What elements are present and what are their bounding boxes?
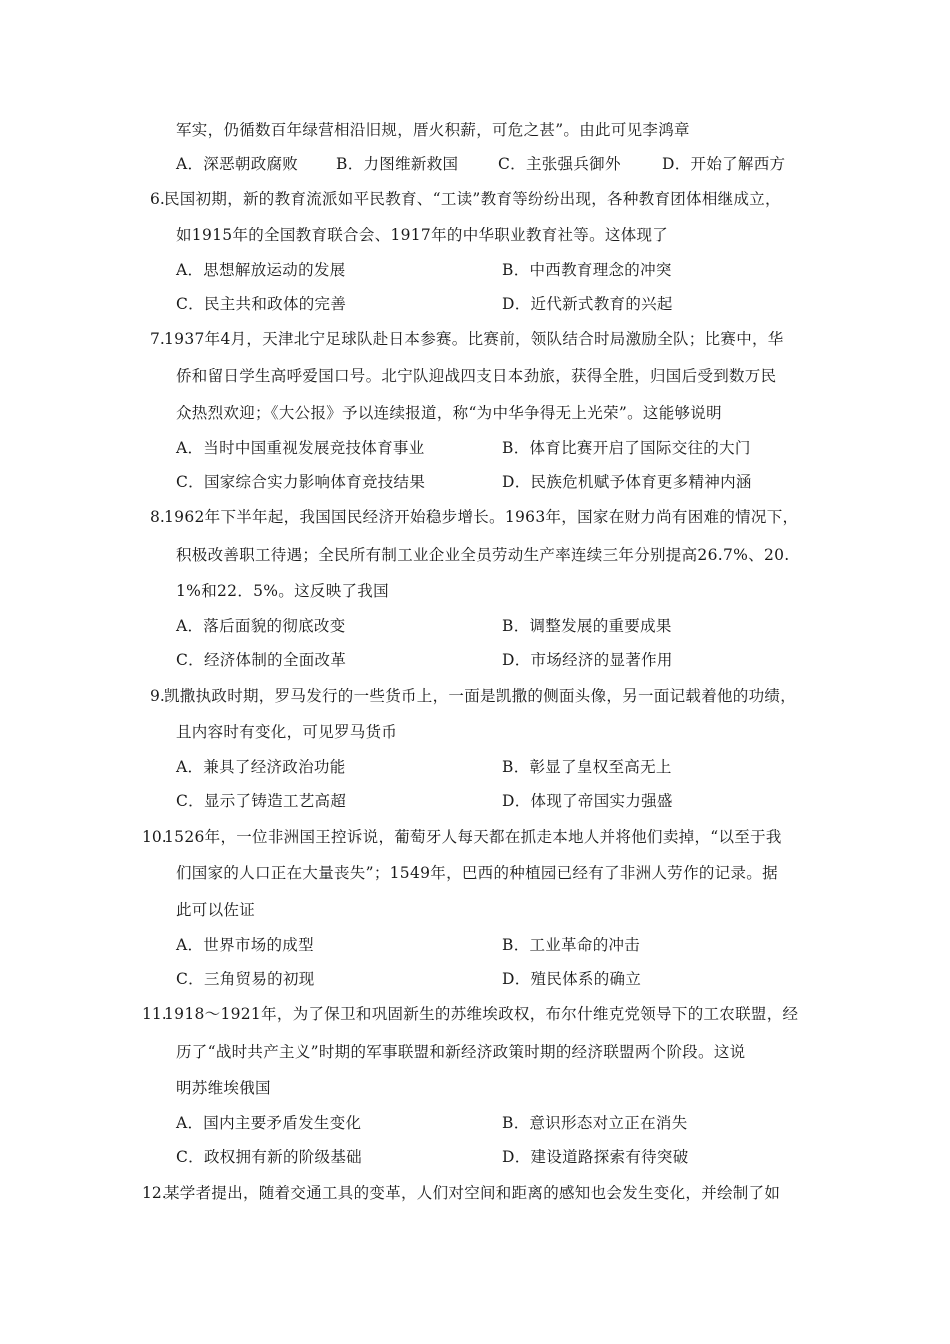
q9-number: 9. (150, 687, 165, 705)
q10-line-1: 1526年，一位非洲国王控诉说，葡萄牙人每天都在抓走本地人并将他们卖掉，“以至于我 (164, 828, 782, 846)
q9-option-c: C．显示了铸造工艺高超 (176, 792, 347, 810)
q5-option-a: A．深恶朝政腐败 (176, 155, 299, 173)
q11-option-a: A．国内主要矛盾发生变化 (176, 1114, 362, 1132)
q10-number: 10. (142, 828, 167, 846)
q6-option-c: C．民主共和政体的完善 (176, 295, 347, 313)
q11-line-1: 1918～1921年，为了保卫和巩固新生的苏维埃政权，布尔什维克党领导下的工农联盟，经 (164, 1005, 799, 1023)
q6-option-d: D．近代新式教育的兴起 (502, 295, 673, 313)
q6-option-b: B．中西教育理念的冲突 (502, 261, 672, 279)
q7-line-2: 侨和留日学生高呼爱国口号。北宁队迎战四支日本劲旅，获得全胜，归国后受到数万民 (176, 367, 777, 385)
q7-line-1: 1937年4月，天津北宁足球队赴日本参赛。比赛前，领队结合时局激励全队；比赛中，华 (164, 330, 784, 348)
q7-option-b: B．体育比赛开启了国际交往的大门 (502, 439, 751, 457)
q7-option-c: C．国家综合实力影响体育竞技结果 (176, 473, 426, 491)
q5-continuation-line: 军实，仍循数百年绿营相沿旧规，厝火积薪，可危之甚”。由此可见李鸿章 (176, 121, 690, 139)
q8-option-d: D．市场经济的显著作用 (502, 651, 673, 669)
q11-line-2: 历了“战时共产主义”时期的军事联盟和新经济政策时期的经济联盟两个阶段。这说 (176, 1043, 746, 1061)
q12-line-1: 某学者提出，随着交通工具的变革，人们对空间和距离的感知也会发生变化，并绘制了如 (164, 1184, 781, 1202)
q11-option-b: B．意识形态对立正在消失 (502, 1114, 688, 1132)
q8-line-3: 1%和22．5%。这反映了我国 (176, 582, 389, 600)
q7-number: 7. (150, 330, 165, 348)
q11-option-d: D．建设道路探索有待突破 (502, 1148, 689, 1166)
q10-option-b: B．工业革命的冲击 (502, 936, 641, 954)
q7-option-d: D．民族危机赋予体育更多精神内涵 (502, 473, 752, 491)
q5-option-d: D．开始了解西方 (662, 155, 786, 173)
q8-option-c: C．经济体制的全面改革 (176, 651, 347, 669)
q7-line-3: 众热烈欢迎；《大公报》予以连续报道，称“为中华争得无上光荣”。这能够说明 (176, 404, 722, 422)
q10-option-a: A．世界市场的成型 (176, 936, 314, 954)
q9-option-d: D．体现了帝国实力强盛 (502, 792, 673, 810)
q6-option-a: A．思想解放运动的发展 (176, 261, 346, 279)
q8-option-b: B．调整发展的重要成果 (502, 617, 672, 635)
q6-line-1: 民国初期，新的教育流派如平民教育、“工读”教育等纷纷出现，各种教育团体相继成立， (164, 190, 781, 208)
q5-option-c: C．主张强兵御外 (498, 155, 621, 173)
q8-number: 8. (150, 508, 165, 526)
q10-option-d: D．殖民体系的确立 (502, 970, 642, 988)
q8-line-1: 1962年下半年起，我国国民经济开始稳步增长。1963年，国家在财力尚有困难的情况下， (164, 508, 799, 526)
q9-option-b: B．彰显了皇权至高无上 (502, 758, 672, 776)
q10-line-3: 此可以佐证 (176, 901, 256, 919)
q6-line-2: 如1915年的全国教育联合会、1917年的中华职业教育社等。这体现了 (176, 226, 669, 244)
q6-number: 6. (150, 190, 165, 208)
q9-line-2: 且内容时有变化，可见罗马货币 (176, 723, 398, 741)
q10-option-c: C．三角贸易的初现 (176, 970, 315, 988)
q9-line-1: 凯撒执政时期，罗马发行的一些货币上，一面是凯撒的侧面头像，另一面记载着他的功绩， (164, 687, 797, 705)
q11-line-3: 明苏维埃俄国 (176, 1079, 271, 1097)
q12-number: 12. (142, 1184, 167, 1202)
q5-option-b: B．力图维新救国 (336, 155, 459, 173)
q10-line-2: 们国家的人口正在大量丧失”；1549年，巴西的种植园已经有了非洲人劳作的记录。据 (176, 864, 778, 882)
q7-option-a: A．当时中国重视发展竞技体育事业 (176, 439, 425, 457)
q8-line-2: 积极改善职工待遇；全民所有制工业企业全员劳动生产率连续三年分别提高26.7%、20. (176, 546, 790, 564)
q11-option-c: C．政权拥有新的阶级基础 (176, 1148, 362, 1166)
q11-number: 11. (142, 1005, 167, 1023)
q8-option-a: A．落后面貌的彻底改变 (176, 617, 346, 635)
q9-option-a: A．兼具了经济政治功能 (176, 758, 346, 776)
